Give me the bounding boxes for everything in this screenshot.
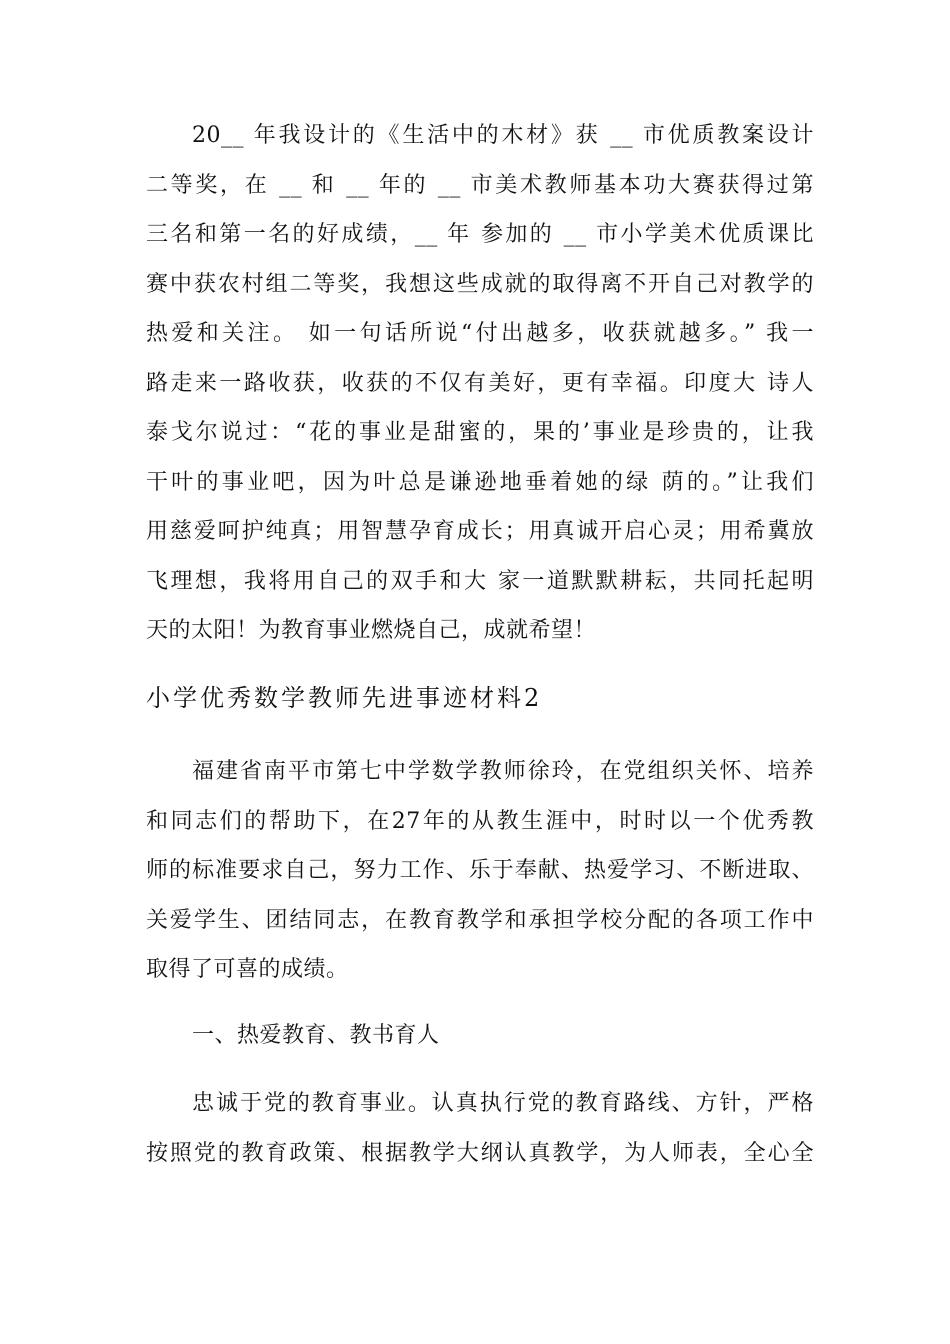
paragraph-line: 泰戈尔说过：“花的事业是甜蜜的，果的’事业是珍贵的，让我 bbox=[146, 420, 814, 445]
paragraph-line: 20__ 年我设计的《生活中的木材》获 __ 市优质教案设计 bbox=[192, 123, 814, 148]
paragraph-line: 用慈爱呵护纯真；用智慧孕育成长；用真诚开启心灵；用希冀放 bbox=[146, 519, 814, 544]
paragraph-line: 天的太阳！为教育事业燃烧自己，成就希望！ bbox=[146, 618, 597, 643]
paragraph-line: 三名和第一名的好成绩，__ 年 参加的 __ 市小学美术优质课比 bbox=[146, 222, 814, 247]
paragraph-line: 热爱和关注。 如一句话所说“付出越多，收获就越多。” 我一 bbox=[146, 321, 814, 346]
paragraph-line: 路走来一路收获，收获的不仅有美好，更有幸福。印度大 诗人 bbox=[146, 370, 814, 396]
paragraph-line: 二等奖，在 __ 和 __ 年的 __ 市美术教师基本功大赛获得过第 bbox=[146, 172, 814, 198]
paragraph-line: 福建省南平市第七中学数学教师徐玲，在党组织关怀、培养 bbox=[192, 759, 814, 784]
paragraph-line: 师的标准要求自己，努力工作、乐于奉献、热爱学习、不断进取、 bbox=[146, 858, 814, 883]
paragraph-line: 按照党的教育政策、根据教学大纲认真教学，为人师表，全心全 bbox=[146, 1140, 814, 1166]
paragraph-loyalty bbox=[146, 1079, 814, 1178]
paragraph-line: 取得了可喜的成绩。 bbox=[146, 957, 349, 982]
paragraph-intro bbox=[146, 747, 814, 995]
paragraph-line: 关爱学生、团结同志，在教育教学和承担学校分配的各项工作中 bbox=[146, 907, 814, 933]
paragraph-line: 飞理想，我将用自己的双手和大 家一道默默耕耘，共同托起明 bbox=[146, 568, 814, 594]
section-heading: 小学优秀数学教师先进事迹材料2 bbox=[146, 684, 543, 712]
paragraph-line: 赛中获农村组二等奖，我想这些成就的取得离不开自己对教学的 bbox=[146, 271, 814, 297]
paragraph-line: 忠诚于党的教育事业。认真执行党的教育路线、方针，严格 bbox=[192, 1091, 814, 1116]
paragraph-awards bbox=[146, 111, 814, 656]
subsection-heading: 一、热爱教育、教书育人 bbox=[192, 1023, 440, 1048]
paragraph-line: 和同志们的帮助下，在27年的从教生涯中，时时以一个优秀教 bbox=[146, 808, 814, 834]
paragraph-line: 干叶的事业吧，因为叶总是谦逊地垂着她的绿 荫的。”让我们 bbox=[146, 469, 814, 495]
